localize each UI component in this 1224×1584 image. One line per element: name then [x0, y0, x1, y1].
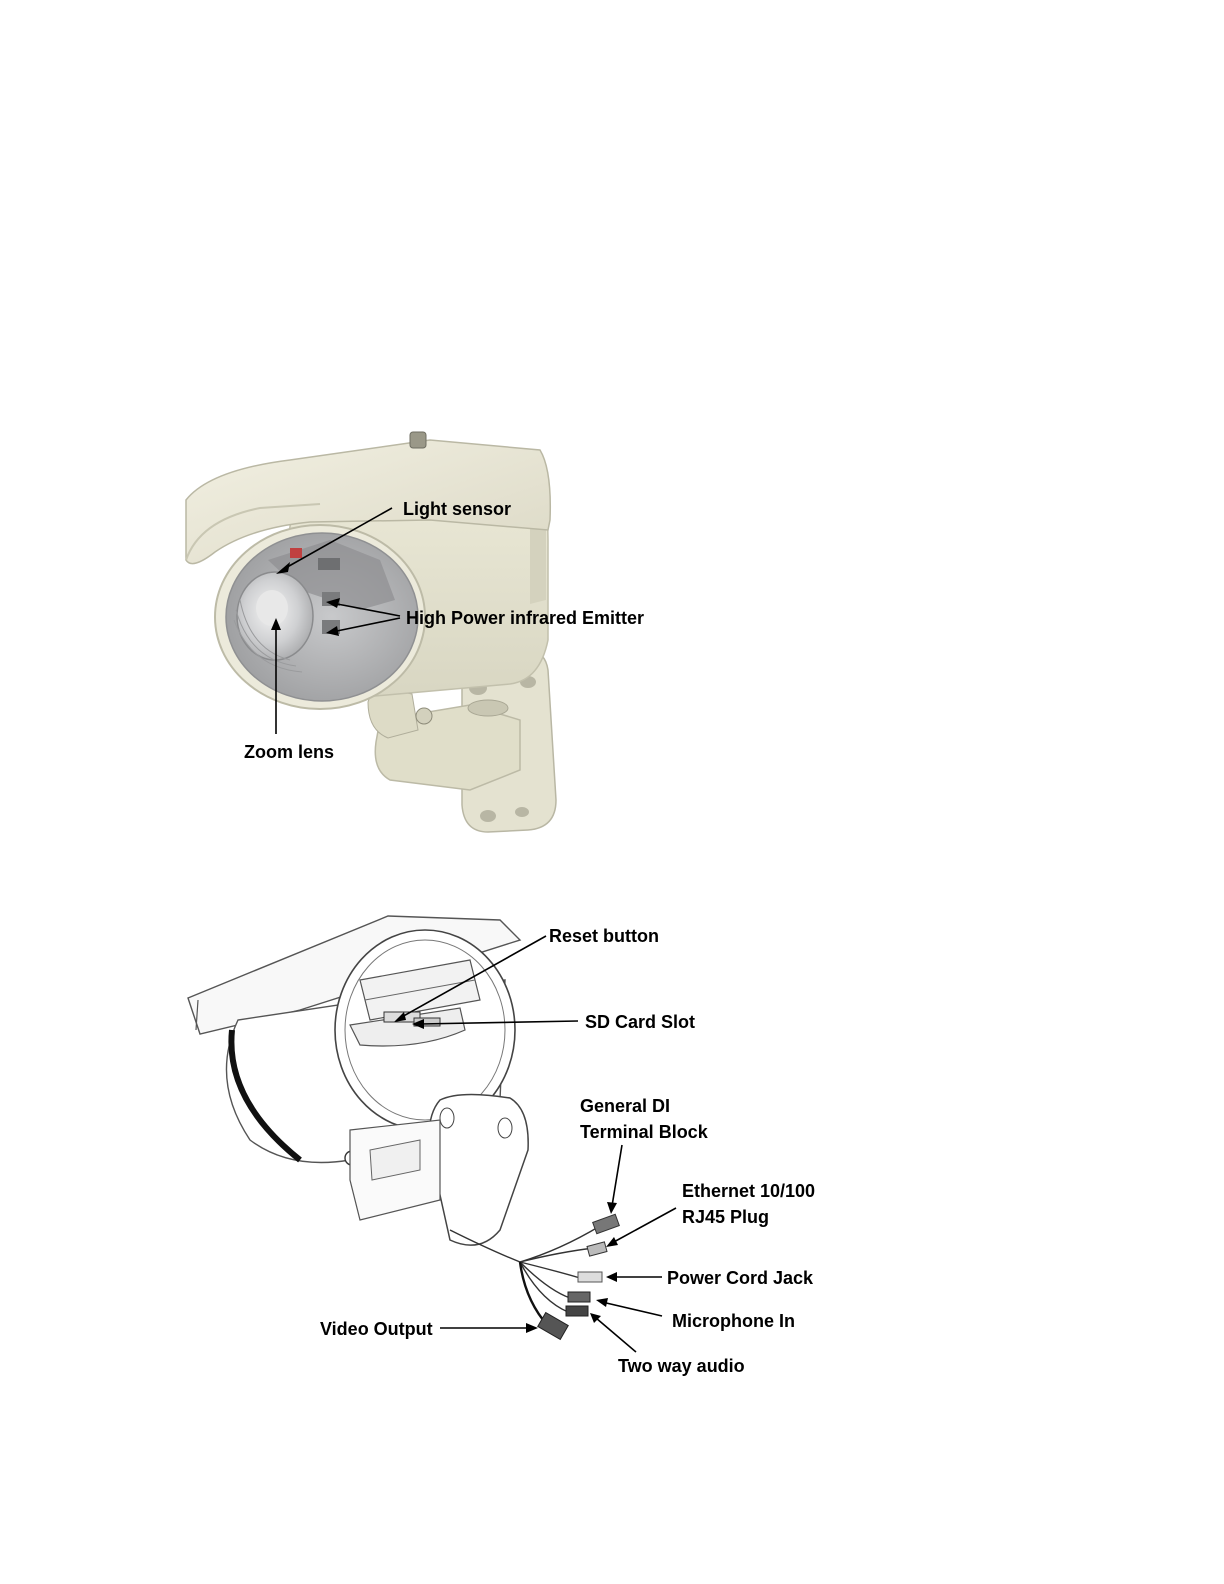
power-jack-connector [578, 1272, 602, 1282]
video-bnc-connector [538, 1313, 569, 1340]
camera-connectors-svg [0, 880, 1224, 1400]
rj45-connector [587, 1242, 607, 1256]
label-general-di-line2: Terminal Block [580, 1122, 708, 1142]
label-power-cord-jack: Power Cord Jack [667, 1268, 814, 1288]
terminal-block-connector [593, 1214, 620, 1233]
label-ethernet-line2: RJ45 Plug [682, 1207, 770, 1227]
label-microphone-in: Microphone In [672, 1311, 795, 1331]
audio-connector [566, 1306, 588, 1316]
label-ethernet-line1: Ethernet 10/100 [682, 1181, 816, 1201]
general-di-arrow [612, 1145, 622, 1206]
label-video-output: Video Output [320, 1319, 433, 1339]
camera-connectors-figure [0, 880, 1224, 1400]
label-ir-emitter: High Power infrared Emitter [406, 608, 645, 628]
ethernet-arrow [612, 1208, 676, 1243]
label-sd-card-slot: SD Card Slot [585, 1012, 696, 1032]
label-general-di-line1: General DI [580, 1096, 671, 1116]
label-two-way-audio: Two way audio [618, 1356, 745, 1376]
microphone-connector [568, 1292, 590, 1302]
two-way-audio-arrow [596, 1318, 636, 1352]
microphone-arrow [602, 1302, 662, 1316]
label-light-sensor: Light sensor [403, 499, 512, 519]
label-zoom-lens: Zoom lens [244, 742, 335, 762]
label-reset-button: Reset button [549, 926, 659, 946]
